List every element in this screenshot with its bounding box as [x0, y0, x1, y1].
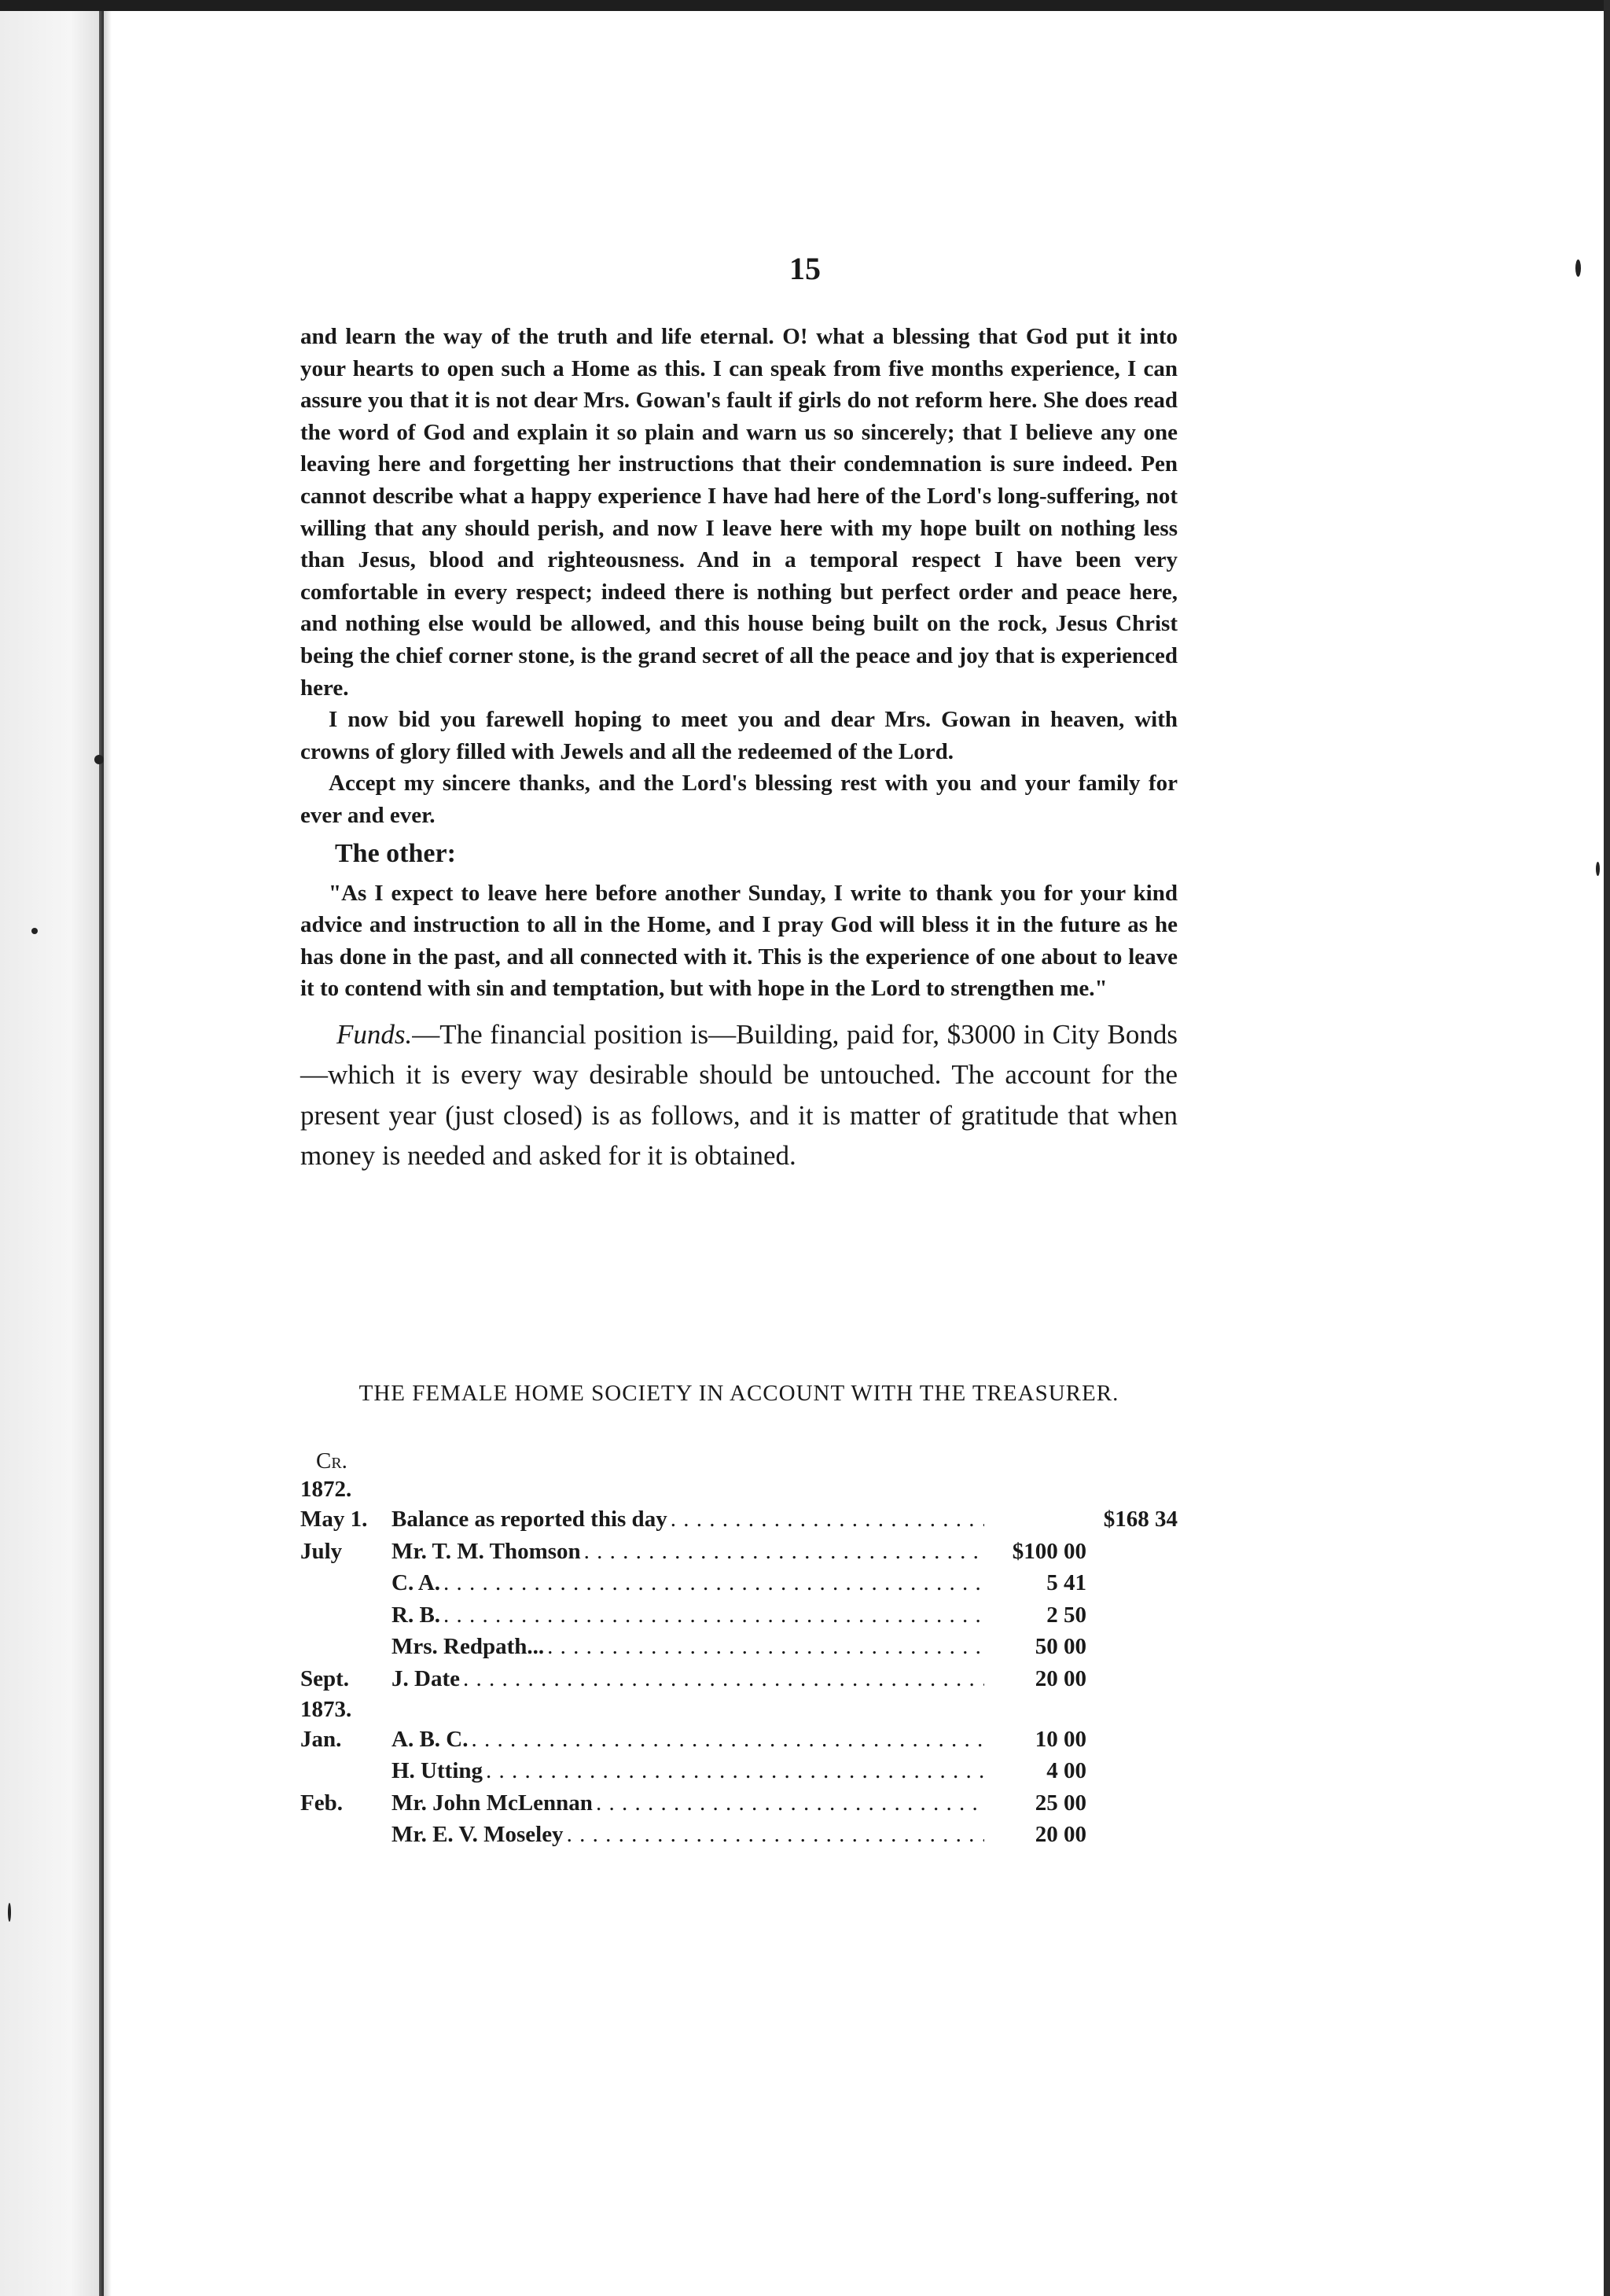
ledger-amount: 10 00: [1035, 1726, 1086, 1752]
ledger-date: Feb.: [300, 1790, 343, 1816]
ledger-name: Mr. T. M. Thomson: [391, 1538, 581, 1564]
ledger-amount: 20 00: [1035, 1822, 1086, 1848]
page-number: 15: [789, 251, 821, 286]
scan-left-margin: [0, 0, 101, 2296]
dot-leader: [486, 1755, 984, 1787]
letter-paragraph: and learn the way of the truth and life eternal. O! what a blessing that God put it into your hearts to open such a Home as this. I can speak from five months experience, I can assure you that it is not dear Mrs. Gowan's fault if girls do not reform here. She does read the word of God and explain it so plain and warn us so sincerely; that I believe any one leaving here and forgetting her instructions that their condemnation is sure indeed. Pen cannot describe what a happy experience I have had here of the Lord's long-suffering, not willing that any should perish, and now I leave here with my hope built on nothing less than Jesus, blood and righteousness. And in a temporal respect I have been very comfortable in every respect; indeed there is nothing but perfect order and peace here, and nothing else would be allowed, and this house being built on the rock, Jesus Christ being the chief corner stone, is the grand secret of all the peace and joy that is experienced here.: [300, 324, 1178, 701]
ledger-row: [300, 1503, 1178, 1536]
section-heading-other: The other:: [335, 838, 456, 868]
ledger-amount: 50 00: [1035, 1634, 1086, 1660]
ledger-date: Sept.: [300, 1665, 350, 1691]
ledger-name: R. B.: [391, 1602, 441, 1628]
ledger-row: [300, 1536, 1178, 1568]
ledger-rows-1872: [300, 1503, 1178, 1695]
funds-label: Funds.: [336, 1018, 413, 1050]
dot-leader: [567, 1819, 984, 1851]
ledger-name: H. Utting: [391, 1758, 483, 1784]
ledger-amount: 5 41: [1046, 1570, 1086, 1596]
ledger-row: [300, 1755, 1178, 1787]
ledger-name: Mr. John McLennan: [391, 1790, 593, 1816]
ledger-row: [300, 1631, 1178, 1663]
dot-leader: [443, 1599, 984, 1632]
funds-text: —The financial position is—Building, paid for, $3000 in City Bonds—which it is every way desirable should be untouched. The account for the present year (just closed) is as follows, and it is matter of gratitude that when money is needed and asked for it is obtained.: [300, 1018, 1178, 1172]
ledger-row: [300, 1787, 1178, 1820]
ledger-row: [300, 1567, 1178, 1599]
ledger-year: 1873.: [300, 1696, 352, 1722]
ledger-amount: 4 00: [1046, 1758, 1086, 1784]
dot-leader: [443, 1567, 984, 1599]
ledger-name: Mrs. Redpath...: [391, 1634, 545, 1660]
ledger-name: Mr. E. V. Moseley: [391, 1822, 564, 1848]
ledger-date: May 1.: [300, 1507, 368, 1532]
ledger-rows-1873: [300, 1724, 1178, 1851]
scan-speck: [1596, 862, 1600, 876]
ledger-row: [300, 1663, 1178, 1695]
scan-right-edge: [1604, 0, 1610, 2296]
letter-paragraph: Accept my sincere thanks, and the Lord's blessing rest with you and your family for ever and ever.: [300, 771, 1178, 828]
scan-speck: [8, 1903, 11, 1922]
ledger-amount: 25 00: [1035, 1790, 1086, 1816]
account-ledger: [300, 1447, 1178, 1851]
account-title: THE FEMALE HOME SOCIETY IN ACCOUNT WITH THE TREASURER.: [358, 1381, 1119, 1406]
ledger-row: [300, 1599, 1178, 1632]
scan-speck: [94, 755, 104, 764]
ledger-total: $168 34: [1103, 1507, 1178, 1532]
dot-leader: [547, 1631, 984, 1663]
ledger-amount: 2 50: [1046, 1602, 1086, 1628]
ledger-row: [300, 1819, 1178, 1851]
ledger-name: Balance as reported this day: [391, 1507, 667, 1532]
ledger-name: A. B. C.: [391, 1726, 469, 1752]
ledger-name: J. Date: [391, 1665, 460, 1691]
ledger-date: July: [300, 1538, 343, 1564]
ledger-year: 1872.: [300, 1477, 352, 1502]
ledger-date: Jan.: [300, 1726, 342, 1752]
dot-leader: [671, 1503, 984, 1536]
ledger-row: [300, 1724, 1178, 1756]
scan-speck: [31, 928, 38, 934]
dot-leader: [596, 1787, 984, 1820]
dot-leader: [584, 1536, 984, 1568]
binding-shadow: [104, 0, 112, 2296]
letter-paragraph: I now bid you farewell hoping to meet you and dear Mrs. Gowan in heaven, with crowns of glory filled with Jewels and all the redeemed of the Lord.: [300, 707, 1178, 764]
dot-leader: [463, 1663, 984, 1695]
dot-leader: [471, 1724, 984, 1756]
scan-top-edge: [0, 0, 1610, 11]
funds-paragraph: [300, 1014, 1178, 1176]
ledger-side-label: Cr.: [316, 1448, 347, 1474]
ledger-amount: $100 00: [1012, 1538, 1086, 1564]
quoted-letter: "As I expect to leave here before another Sunday, I write to thank you for your kind advice and instruction to all in the Home, and I pray God will bless it in the future as he has done in the past, and all connected with it. This is the experience of one about to leave it to contend with sin and temptation, but with hope in the Lord to strengthen me.": [300, 880, 1178, 1002]
ledger-name: C. A.: [391, 1570, 441, 1596]
letter-body: [300, 321, 1178, 1176]
ledger-amount: 20 00: [1035, 1665, 1086, 1691]
